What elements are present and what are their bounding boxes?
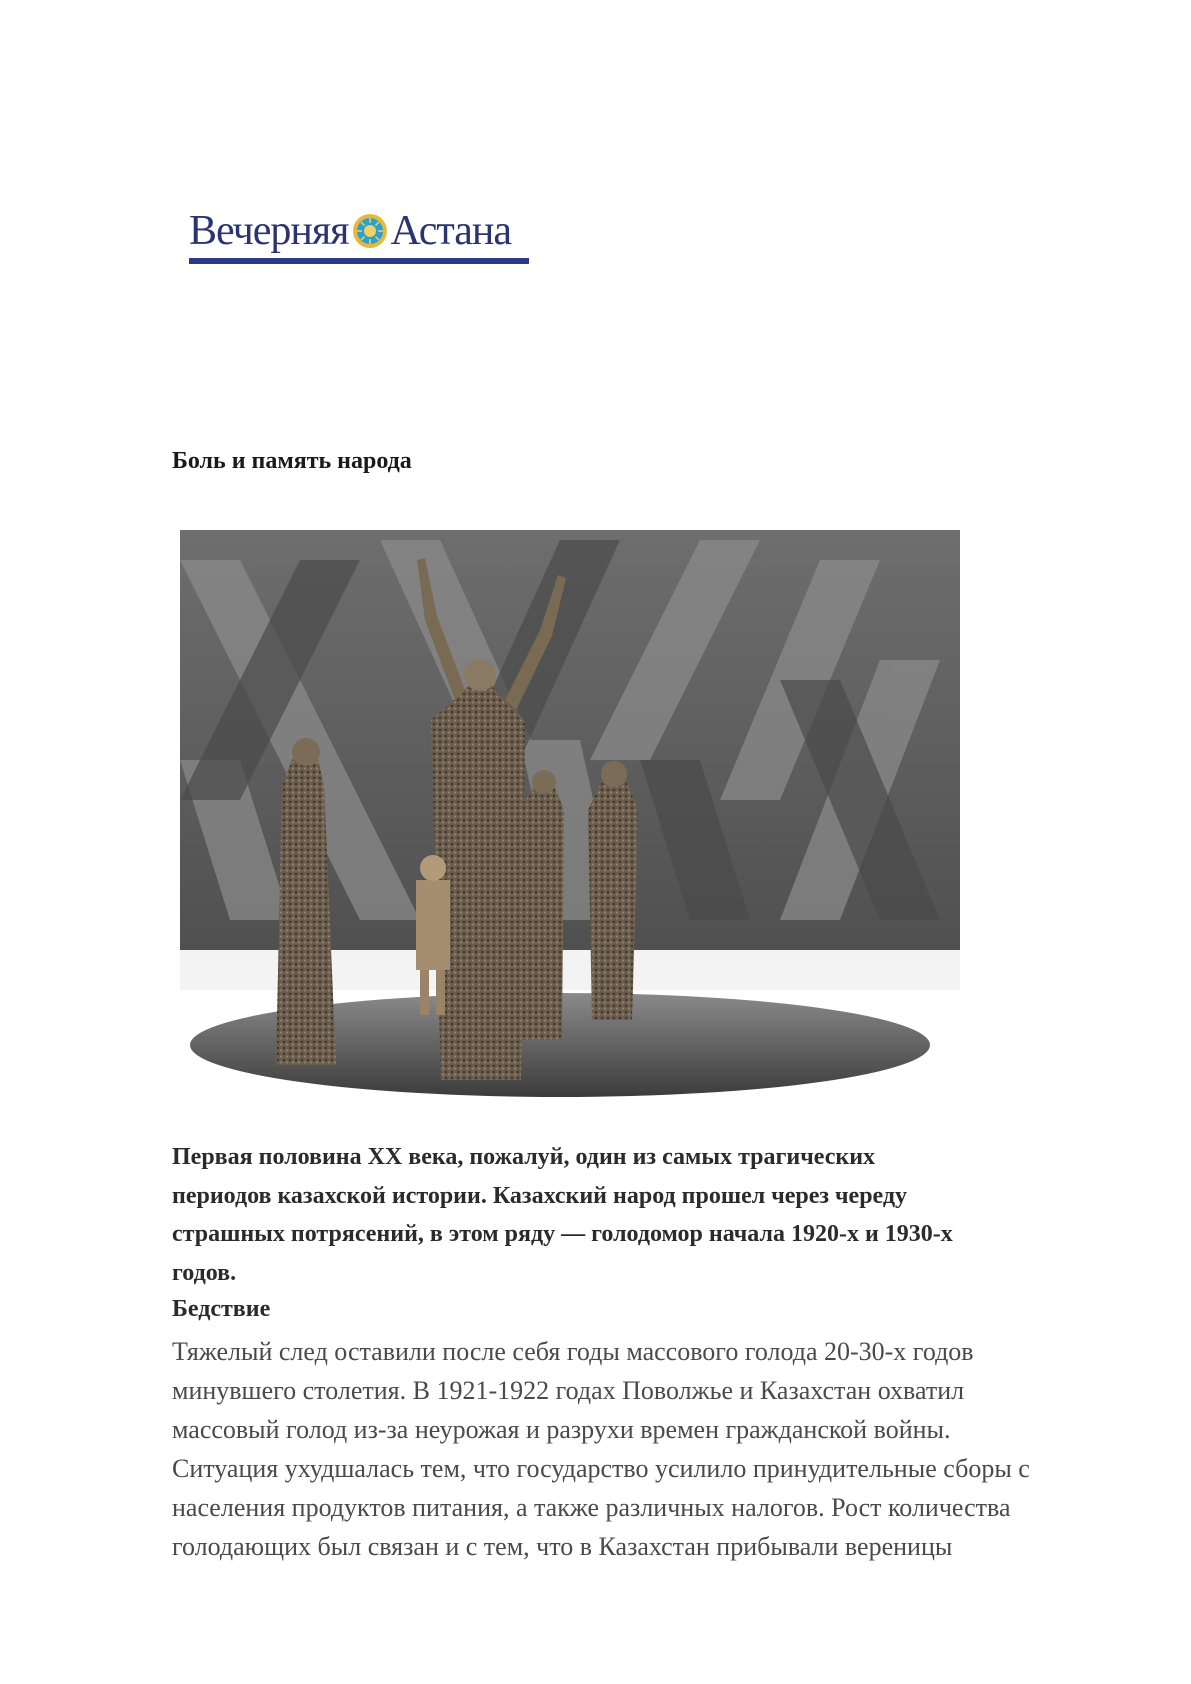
body-line: Тяжелый след оставили после себя годы массового голода 20-30-х годов xyxy=(172,1337,974,1366)
body-line: Ситуация ухудшалась тем, что государство усилило принудительные сборы с xyxy=(172,1454,1030,1483)
monument-sculpture-photo xyxy=(180,500,960,1110)
article-body xyxy=(172,1332,1132,1566)
masthead-logo xyxy=(189,208,511,254)
lead-line: годов. xyxy=(172,1259,237,1286)
lead-line: периодов казахской истории. Казахский народ прошел через череду xyxy=(172,1182,908,1209)
lead-line: страшных потрясений, в этом ряду — голодомор начала 1920-х и 1930-х xyxy=(172,1221,953,1247)
masthead-name-left: Вечерняя xyxy=(189,208,349,254)
article-title: Боль и память народа xyxy=(172,448,412,474)
article-lead xyxy=(172,1138,1112,1292)
body-line: массовый голод из-за неурожая и разрухи времен гражданской войны. xyxy=(172,1415,951,1444)
masthead-rule xyxy=(189,258,529,264)
body-line: минувшего столетия. В 1921-1922 годах Поволжье и Казахстан охватил xyxy=(172,1376,965,1405)
body-line: голодающих был связан и с тем, что в Казахстан прибывали вереницы xyxy=(172,1532,953,1561)
masthead-name-right: Астана xyxy=(390,208,512,254)
lead-line: Первая половина XX века, пожалуй, один из самых трагических xyxy=(172,1144,876,1170)
body-line: населения продуктов питания, а также различных налогов. Рост количества xyxy=(172,1493,1011,1522)
newspaper-masthead xyxy=(189,208,529,268)
kazakhstan-emblem-icon xyxy=(352,213,388,249)
section-subhead: Бедствие xyxy=(172,1296,271,1322)
